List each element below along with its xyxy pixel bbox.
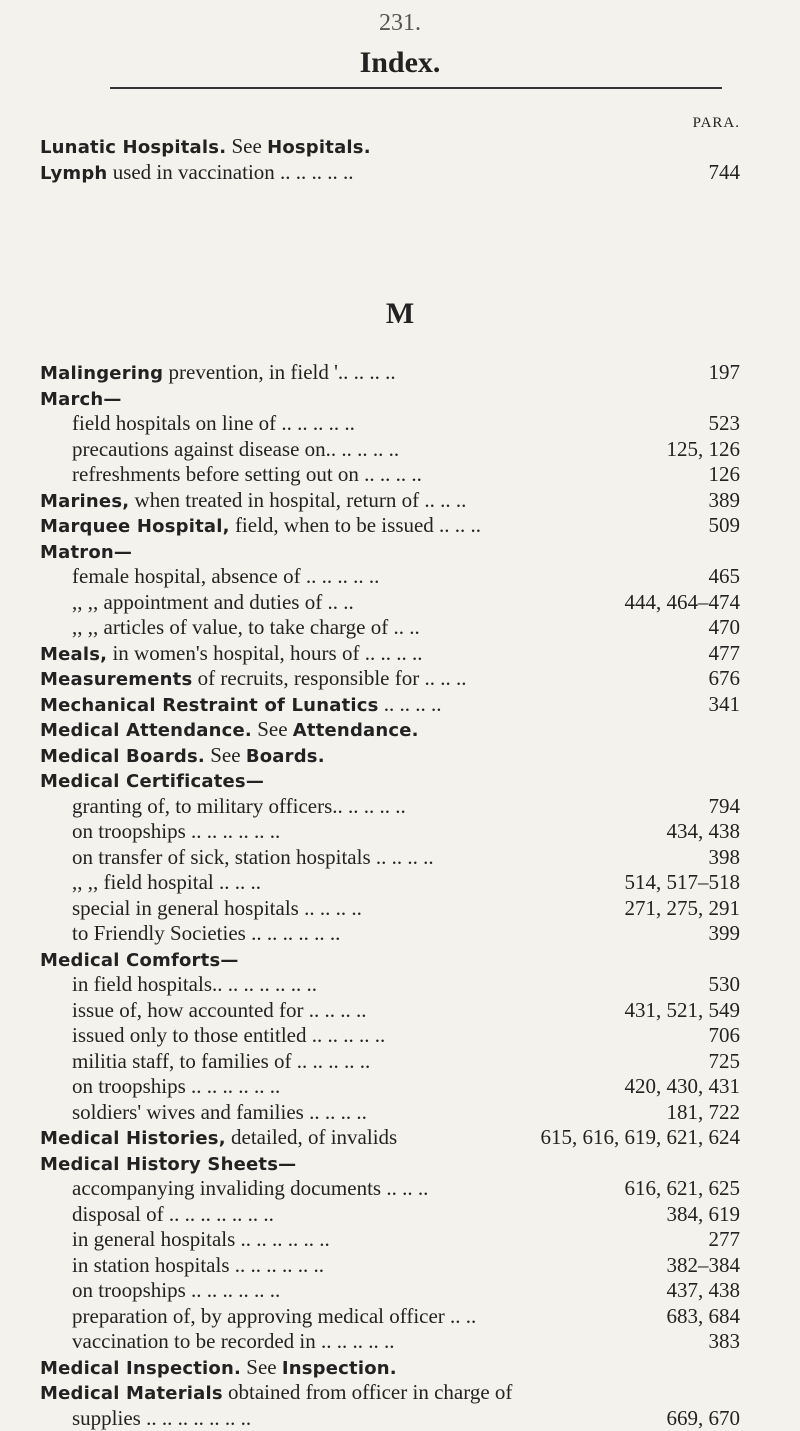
entry-description: on troopships .. .. .. .. .. ..: [72, 1278, 280, 1302]
entry-text: [72, 1100, 367, 1126]
entry-cross-reference: Attendance.: [293, 720, 419, 741]
index-entry: [40, 768, 740, 794]
index-entry: [40, 539, 740, 565]
entry-para-numbers: 706: [709, 1023, 741, 1049]
entry-para-numbers: 794: [709, 794, 741, 820]
entry-heading: Matron—: [40, 542, 132, 563]
entry-heading: Medical Materials: [40, 1383, 223, 1404]
entry-text: [40, 386, 122, 413]
index-entry: [40, 1227, 740, 1253]
index-entry: [40, 411, 740, 437]
entry-text: [72, 437, 399, 463]
entry-description: on transfer of sick, station hospitals .. .. .. ..: [72, 845, 434, 869]
entry-text: [40, 360, 396, 387]
entry-para-numbers: 271, 275, 291: [625, 896, 741, 922]
entry-text: [40, 1125, 397, 1152]
entry-text: [72, 819, 280, 845]
entry-text: [40, 692, 442, 719]
entry-heading: Medical History Sheets—: [40, 1154, 296, 1175]
entry-text: [72, 1176, 428, 1202]
title-rule: [110, 87, 722, 89]
entry-heading: Medical Attendance.: [40, 720, 252, 741]
entry-heading: Marquee Hospital,: [40, 516, 230, 537]
entry-description: ,, ,, field hospital .. .. ..: [72, 870, 261, 894]
index-entry: [40, 1125, 740, 1151]
entry-cross-reference: Inspection.: [282, 1358, 397, 1379]
entry-para-numbers: 616, 621, 625: [625, 1176, 741, 1202]
entry-description: ,, ,, appointment and duties of .. ..: [72, 590, 354, 614]
entry-para-numbers: 615, 616, 619, 621, 624: [541, 1125, 741, 1151]
entry-para-numbers: 126: [709, 462, 741, 488]
entry-text: [40, 947, 239, 974]
index-entry: [40, 1151, 740, 1177]
entry-text: [72, 1227, 330, 1253]
entry-description: prevention, in field '.. .. .. ..: [163, 360, 395, 384]
entry-para-numbers: 477: [709, 641, 741, 667]
entry-text: [40, 1151, 296, 1178]
entry-para-numbers: 399: [709, 921, 741, 947]
entry-text: [72, 921, 340, 947]
entry-text: [72, 1278, 280, 1304]
entry-description: supplies .. .. .. .. .. .. ..: [72, 1406, 251, 1430]
entry-description: on troopships .. .. .. .. .. ..: [72, 819, 280, 843]
entry-description: in field hospitals.. .. .. .. .. .. ..: [72, 972, 317, 996]
section-letter: M: [0, 297, 800, 331]
entry-para-numbers: 470: [709, 615, 741, 641]
index-entry: [40, 794, 740, 820]
para-column-header: PARA.: [660, 115, 740, 132]
top-entries: [40, 134, 740, 185]
entry-para-numbers: 444, 464–474: [625, 590, 741, 616]
entry-text: [40, 768, 264, 795]
index-entry: [40, 1176, 740, 1202]
index-entry: [40, 1023, 740, 1049]
index-entry: [40, 134, 740, 160]
entry-text: [72, 590, 354, 616]
entry-description: on troopships .. .. .. .. .. ..: [72, 1074, 280, 1098]
entry-para-numbers: 437, 438: [667, 1278, 741, 1304]
entry-heading: Malingering: [40, 363, 163, 384]
index-entry: [40, 513, 740, 539]
entry-description: accompanying invaliding documents .. .. ..: [72, 1176, 428, 1200]
index-entry: [40, 641, 740, 667]
entry-description: .. .. .. ..: [379, 692, 442, 716]
entry-text: [72, 564, 379, 590]
entry-description: in general hospitals .. .. .. .. .. ..: [72, 1227, 330, 1251]
index-entry: [40, 462, 740, 488]
index-entry: [40, 1074, 740, 1100]
entry-para-numbers: 725: [709, 1049, 741, 1075]
entry-text: [72, 1023, 385, 1049]
entry-description: when treated in hospital, return of .. .. ..: [129, 488, 466, 512]
index-entry: [40, 615, 740, 641]
index-entry: [40, 972, 740, 998]
index-entry: [40, 160, 740, 186]
entry-description: obtained from officer in charge of: [223, 1380, 513, 1404]
entry-text: [72, 615, 420, 641]
entry-text: [72, 896, 362, 922]
entry-text: [40, 160, 354, 187]
index-entry: [40, 998, 740, 1024]
entry-para-numbers: 125, 126: [667, 437, 741, 463]
entry-description: See: [226, 134, 267, 158]
entry-description: of recruits, responsible for .. .. ..: [192, 666, 466, 690]
entry-para-numbers: 676: [709, 666, 741, 692]
index-entry: [40, 590, 740, 616]
entry-description: issued only to those entitled .. .. .. .. ..: [72, 1023, 385, 1047]
entry-text: [40, 1380, 512, 1407]
index-entry: [40, 1278, 740, 1304]
index-entry: [40, 1049, 740, 1075]
entry-para-numbers: 389: [709, 488, 741, 514]
entry-description: soldiers' wives and families .. .. .. ..: [72, 1100, 367, 1124]
entry-description: preparation of, by approving medical officer .. ..: [72, 1304, 476, 1328]
entry-text: [72, 1253, 324, 1279]
index-entry: [40, 1100, 740, 1126]
entry-text: [40, 1355, 397, 1382]
entry-description: field hospitals on line of .. .. .. .. ..: [72, 411, 355, 435]
entry-description: See: [252, 717, 293, 741]
entry-text: [72, 845, 434, 871]
entry-text: [72, 794, 406, 820]
entry-description: issue of, how accounted for .. .. .. ..: [72, 998, 367, 1022]
page-number: 231.: [0, 10, 800, 37]
entry-heading: Mechanical Restraint of Lunatics: [40, 695, 379, 716]
entry-para-numbers: 523: [709, 411, 741, 437]
entry-text: [72, 998, 367, 1024]
entry-description: to Friendly Societies .. .. .. .. .. ..: [72, 921, 340, 945]
entry-description: disposal of .. .. .. .. .. .. ..: [72, 1202, 274, 1226]
entry-heading: Medical Boards.: [40, 746, 205, 767]
entry-text: [40, 513, 481, 540]
entry-description: vaccination to be recorded in .. .. .. .. ..: [72, 1329, 394, 1353]
index-entry: [40, 896, 740, 922]
entry-para-numbers: 683, 684: [667, 1304, 741, 1330]
entry-text: [72, 1304, 476, 1330]
entry-para-numbers: 530: [709, 972, 741, 998]
index-entry: [40, 1329, 740, 1355]
index-entry: [40, 488, 740, 514]
index-entry: [40, 743, 740, 769]
entry-text: [72, 411, 355, 437]
entry-para-numbers: 431, 521, 549: [625, 998, 741, 1024]
entry-heading: Lunatic Hospitals.: [40, 137, 226, 158]
index-entry: [40, 870, 740, 896]
entry-heading: Medical Inspection.: [40, 1358, 241, 1379]
entry-text: [72, 972, 317, 998]
entry-heading: Lymph: [40, 163, 107, 184]
entry-text: [40, 134, 371, 161]
entry-para-numbers: 277: [709, 1227, 741, 1253]
entry-text: [40, 539, 132, 566]
entry-cross-reference: Boards.: [246, 746, 325, 767]
entry-description: special in general hospitals .. .. .. ..: [72, 896, 362, 920]
entry-text: [72, 1049, 370, 1075]
entry-heading: March—: [40, 389, 122, 410]
index-entry: [40, 692, 740, 718]
entry-para-numbers: 669, 670: [667, 1406, 741, 1431]
index-entry: [40, 845, 740, 871]
entry-heading: Marines,: [40, 491, 129, 512]
entry-heading: Medical Certificates—: [40, 771, 264, 792]
entry-text: [72, 1406, 251, 1431]
entry-para-numbers: 465: [709, 564, 741, 590]
index-entry: [40, 666, 740, 692]
entry-para-numbers: 514, 517–518: [625, 870, 741, 896]
entry-para-numbers: 383: [709, 1329, 741, 1355]
entry-description: militia staff, to families of .. .. .. .. ..: [72, 1049, 370, 1073]
page-title: Index.: [0, 46, 800, 80]
entry-text: [40, 743, 325, 770]
entry-heading: Medical Histories,: [40, 1128, 226, 1149]
index-entry: [40, 921, 740, 947]
entry-para-numbers: 420, 430, 431: [625, 1074, 741, 1100]
index-entry: [40, 360, 740, 386]
entry-para-numbers: 181, 722: [667, 1100, 741, 1126]
entry-cross-reference: Hospitals.: [267, 137, 371, 158]
entry-description: See: [241, 1355, 282, 1379]
index-entry: [40, 386, 740, 412]
index-entry: [40, 564, 740, 590]
index-entry: [40, 1406, 740, 1431]
entry-para-numbers: 197: [709, 360, 741, 386]
entry-heading: Medical Comforts—: [40, 950, 239, 971]
index-entry: [40, 947, 740, 973]
entry-description: refreshments before setting out on .. .. .. ..: [72, 462, 422, 486]
entry-description: ,, ,, articles of value, to take charge of .. ..: [72, 615, 420, 639]
entry-description: detailed, of invalids: [226, 1125, 397, 1149]
entry-para-numbers: 398: [709, 845, 741, 871]
entry-text: [40, 488, 466, 515]
entry-text: [40, 717, 419, 744]
index-entries: [40, 360, 740, 1431]
entry-text: [40, 641, 422, 668]
entry-text: [72, 462, 422, 488]
entry-description: granting of, to military officers.. .. .. .. ..: [72, 794, 406, 818]
entry-para-numbers: 341: [709, 692, 741, 718]
entry-heading: Meals,: [40, 644, 107, 665]
entry-para-numbers: 434, 438: [667, 819, 741, 845]
entry-description: field, when to be issued .. .. ..: [230, 513, 481, 537]
index-entry: [40, 819, 740, 845]
entry-para-numbers: 382–384: [667, 1253, 741, 1279]
entry-description: female hospital, absence of .. .. .. .. ..: [72, 564, 379, 588]
index-entry: [40, 717, 740, 743]
entry-description: in women's hospital, hours of .. .. .. ..: [107, 641, 422, 665]
index-entry: [40, 437, 740, 463]
entry-text: [72, 870, 261, 896]
entry-para-numbers: 384, 619: [667, 1202, 741, 1228]
index-entry: [40, 1304, 740, 1330]
entry-description: in station hospitals .. .. .. .. .. ..: [72, 1253, 324, 1277]
entry-description: precautions against disease on.. .. .. .. ..: [72, 437, 399, 461]
entry-description: used in vaccination .. .. .. .. ..: [107, 160, 353, 184]
entry-text: [72, 1202, 274, 1228]
entry-heading: Measurements: [40, 669, 192, 690]
index-entry: [40, 1202, 740, 1228]
index-entry: [40, 1253, 740, 1279]
index-entry: [40, 1355, 740, 1381]
entry-para-numbers: 509: [709, 513, 741, 539]
index-entry: [40, 1380, 740, 1406]
entry-text: [40, 666, 467, 693]
entry-text: [72, 1329, 394, 1355]
entry-para-numbers: 744: [709, 160, 741, 186]
entry-description: See: [205, 743, 246, 767]
entry-text: [72, 1074, 280, 1100]
